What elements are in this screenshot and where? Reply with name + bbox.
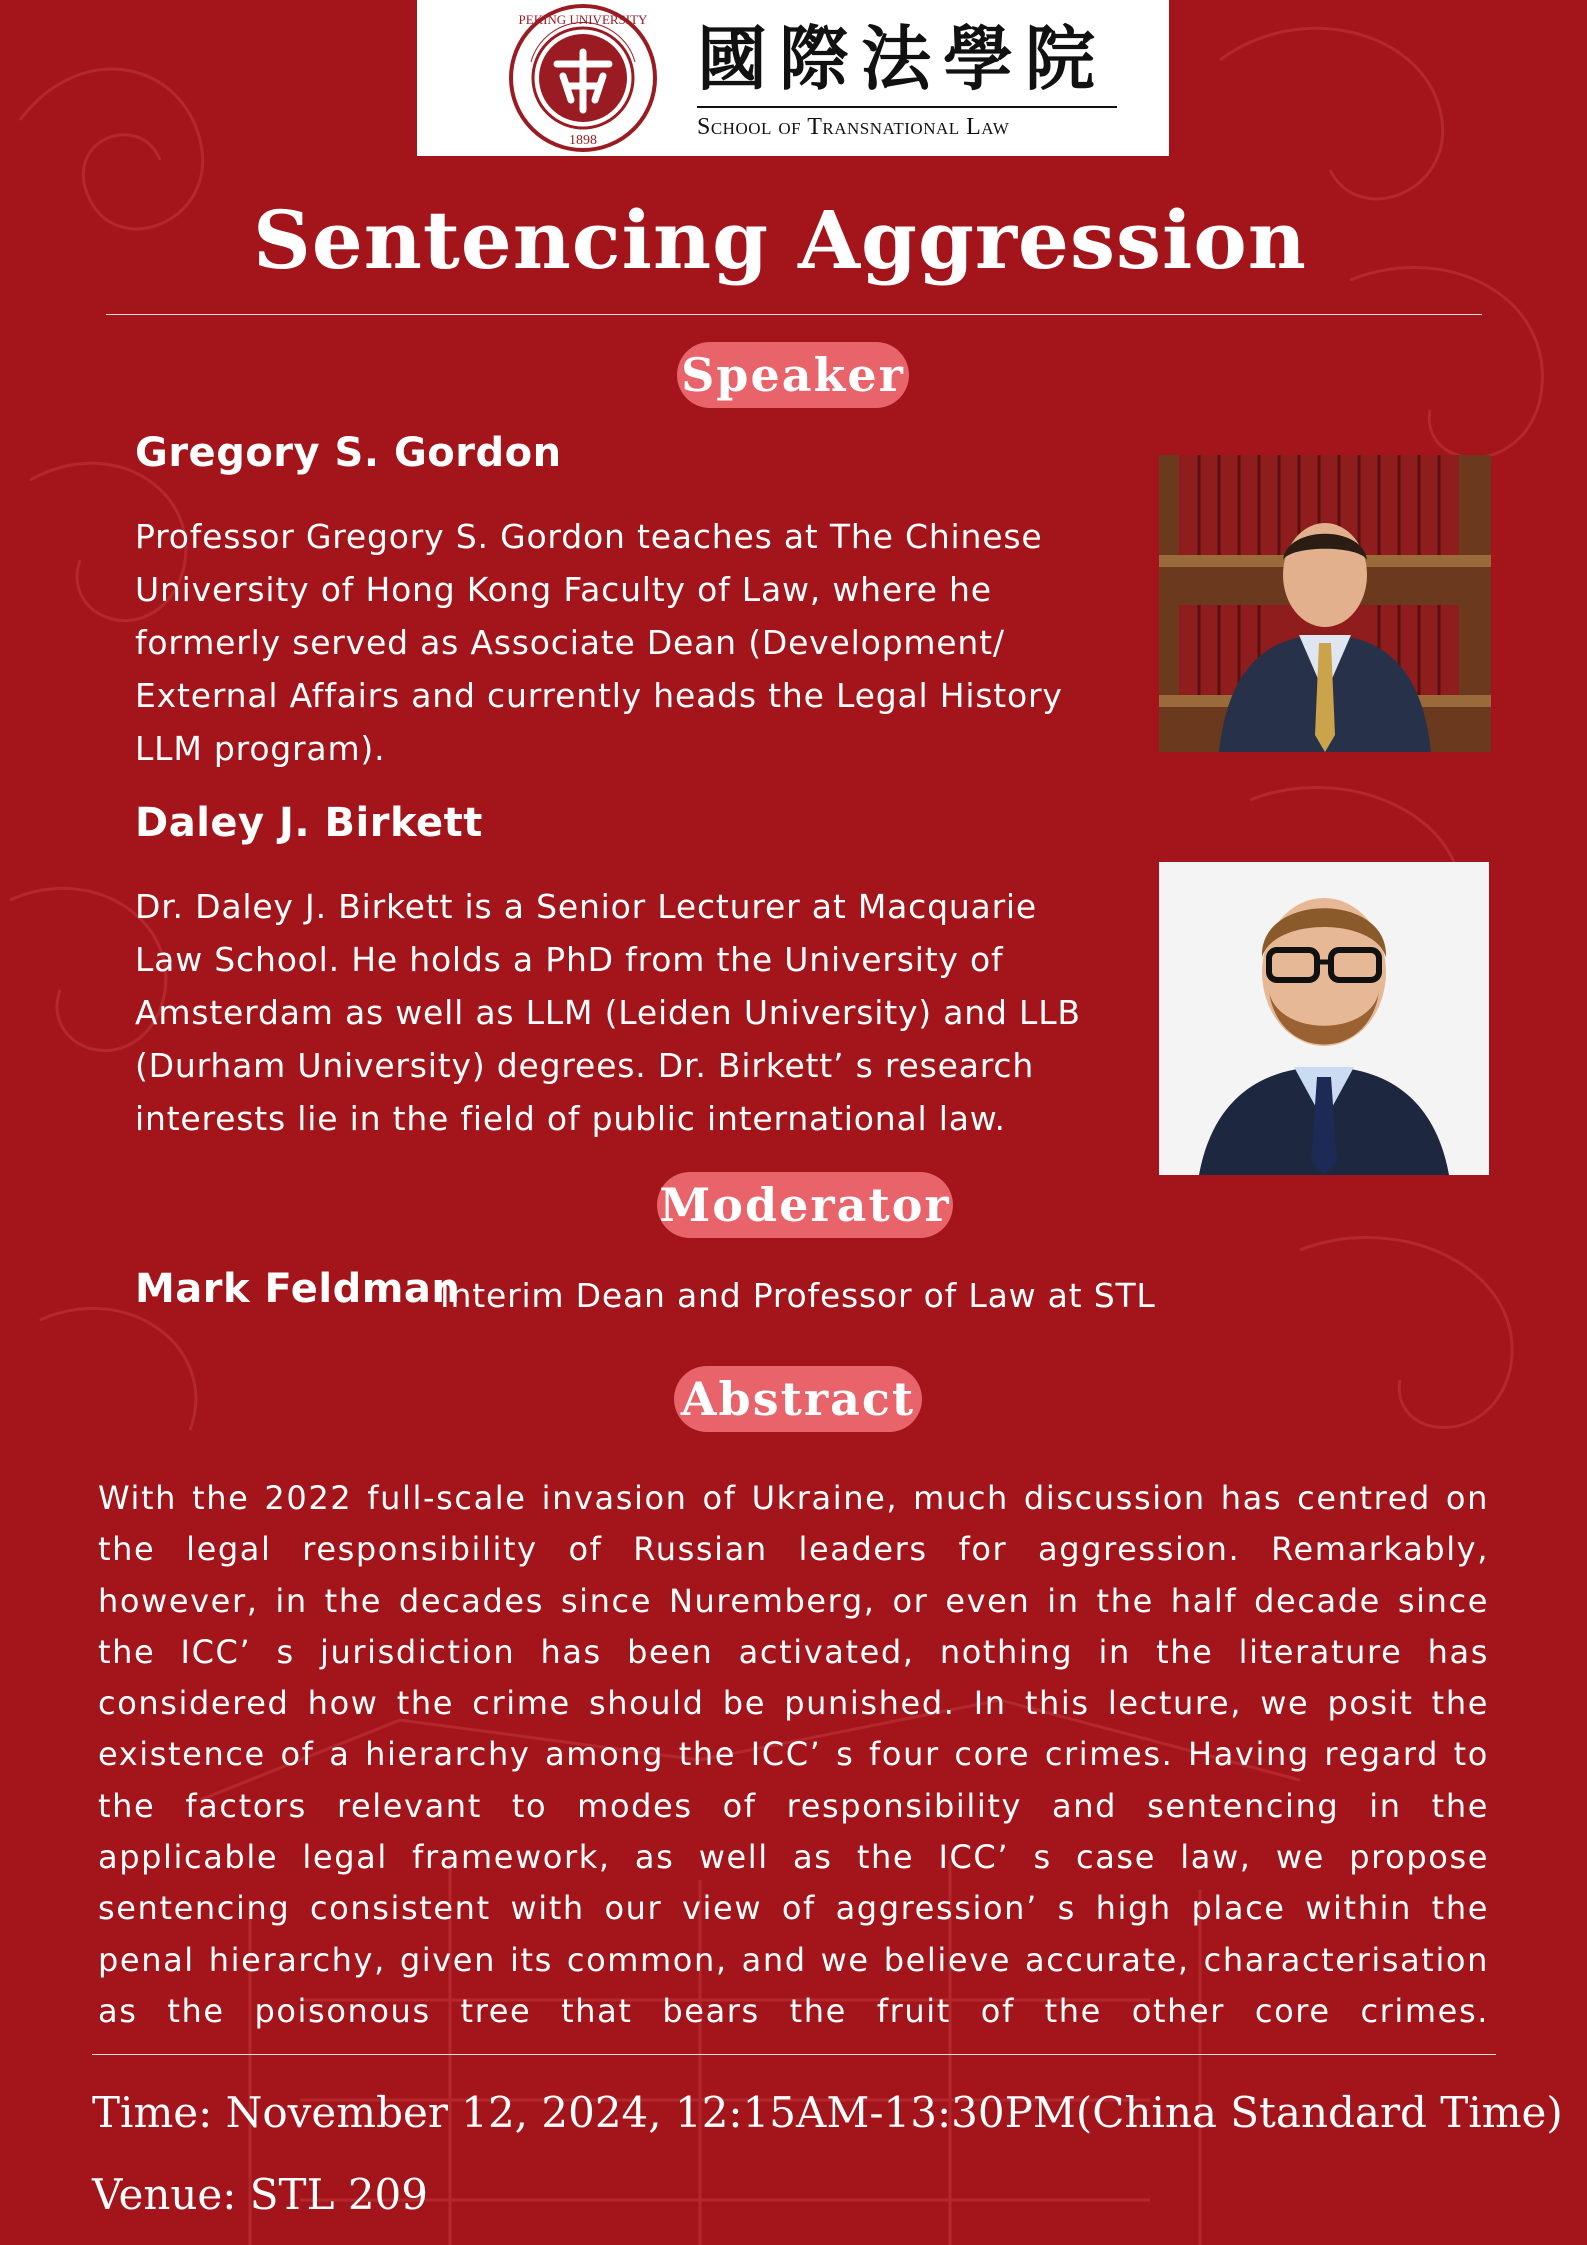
abstract-divider	[92, 2054, 1496, 2055]
abstract-section-label: Abstract	[674, 1366, 922, 1432]
bio-line: University of Hong Kong Faculty of Law, where he	[135, 570, 992, 609]
speaker-photo	[1159, 862, 1489, 1175]
bio-line: interests lie in the field of public international law.	[135, 1099, 1006, 1138]
school-name-chinese: 國際法學院	[697, 17, 1107, 100]
speaker-bio	[135, 510, 1155, 775]
bio-line: Law School. He holds a PhD from the University of	[135, 940, 1004, 979]
bio-line: Professor Gregory S. Gordon teaches at The Chinese	[135, 517, 1043, 556]
abstract-text: With the 2022 full-scale invasion of Ukraine, much discussion has centred on the legal responsibility of Russian leaders for aggression. Remarkably, however, in the decades since Nuremberg, or even in the half decade since the ICC’ s jurisdiction has been activated, nothing in the literature has considered how the crime should be punished. In this lecture, we posit the existence of a hierarchy among the ICC’ s four core crimes. Having regard to the factors relevant to modes of responsibility and sentencing in the applicable legal framework, as well as the ICC’ s case law, we propose sentencing consistent with our view of aggression’ s high place within the penal hierarchy, given its common, and we believe accurate, characterisation as the poisonous tree that bears the fruit of the other core crimes.	[98, 1479, 1489, 2030]
school-logo-banner	[417, 0, 1169, 156]
title-divider	[106, 314, 1482, 315]
speaker-section-label: Speaker	[677, 342, 909, 408]
speaker-bio	[135, 880, 1155, 1145]
bio-line: Dr. Daley J. Birkett is a Senior Lecturer at Macquarie	[135, 887, 1038, 926]
event-time: Time: November 12, 2024, 12:15AM-13:30PM(China Standard Time)	[92, 2088, 1563, 2137]
seal-text: PEKING UNIVERSITY	[518, 12, 648, 27]
bio-line: (Durham University) degrees. Dr. Birkett’ s research	[135, 1046, 1035, 1085]
speaker-photo	[1159, 455, 1491, 752]
bio-line: External Affairs and currently heads the Legal History	[135, 676, 1063, 715]
moderator-role: Interim Dean and Professor of Law at STL	[440, 1276, 1156, 1315]
bio-line: formerly served as Associate Dean (Development/	[135, 623, 1005, 662]
seal-year: 1898	[569, 133, 597, 148]
moderator-name: Mark Feldman	[135, 1266, 461, 1312]
peking-university-seal-icon	[507, 2, 659, 154]
event-venue: Venue: STL 209	[92, 2170, 428, 2219]
moderator-section-label: Moderator	[657, 1172, 953, 1238]
speaker-name: Daley J. Birkett	[135, 800, 483, 846]
speaker-name: Gregory S. Gordon	[135, 430, 562, 476]
school-name-english: School of Transnational Law	[697, 106, 1117, 141]
bio-line: Amsterdam as well as LLM (Leiden University) and LLB	[135, 993, 1081, 1032]
bio-line: LLM program).	[135, 729, 386, 768]
event-title: Sentencing Aggression	[253, 193, 1307, 287]
